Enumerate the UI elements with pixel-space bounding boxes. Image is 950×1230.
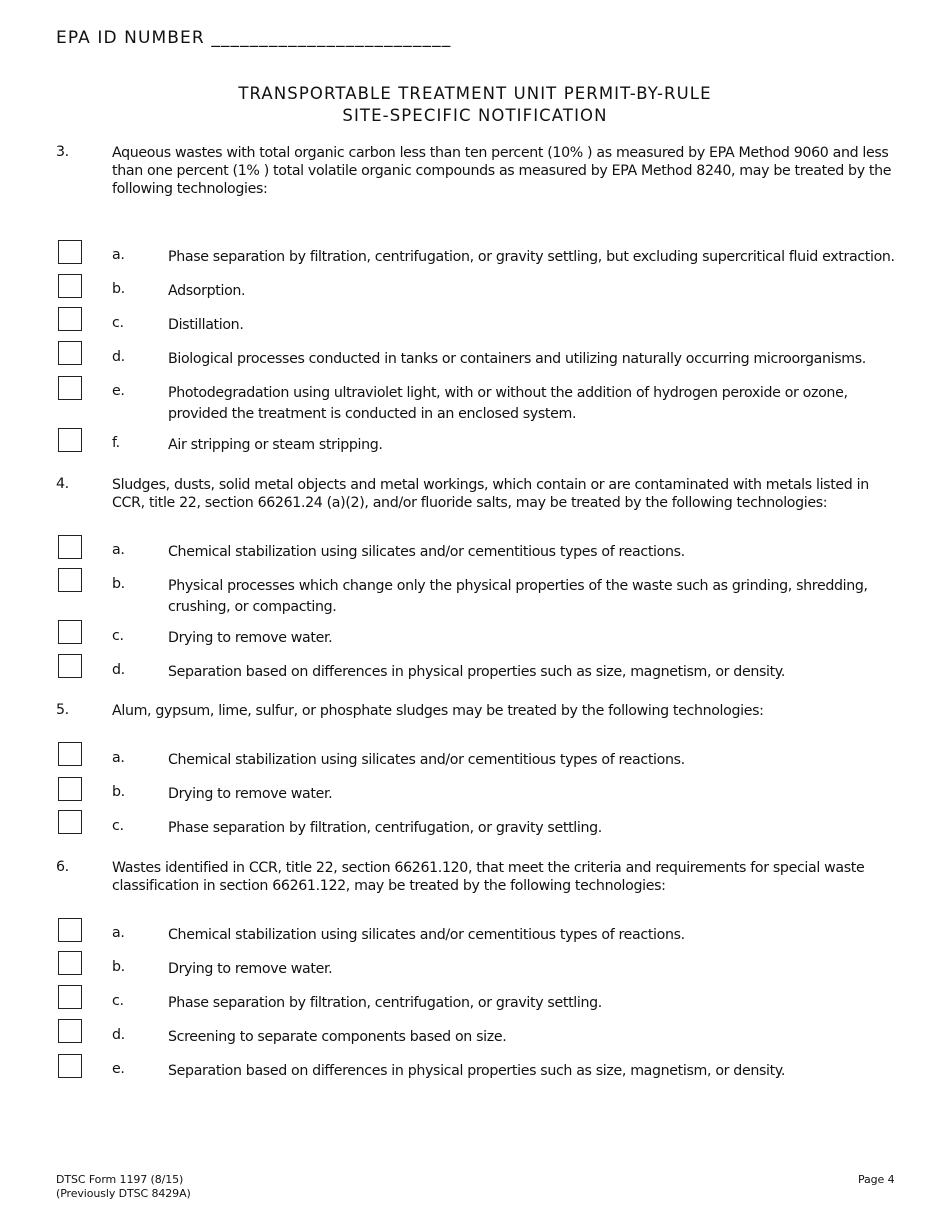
item-letter: b. (112, 959, 125, 975)
checkbox[interactable] (58, 240, 82, 264)
item-text: Phase separation by filtration, centrifugation, or gravity settling. (168, 995, 602, 1011)
checkbox[interactable] (58, 742, 82, 766)
item-letter: f. (112, 435, 120, 451)
item-text: Phase separation by filtration, centrifugation, or gravity settling, but excluding supercritical fluid extraction. (168, 249, 895, 265)
item-letter: a. (112, 247, 125, 263)
checkbox[interactable] (58, 654, 82, 678)
checkbox[interactable] (58, 428, 82, 452)
checkbox[interactable] (58, 951, 82, 975)
item-text: Photodegradation using ultraviolet light, with or without the addition of hydrogen peroxide or ozone, provided the treatment is conducted in an enclosed system. (168, 385, 848, 422)
item-letter: d. (112, 1027, 125, 1043)
item-letter: a. (112, 750, 125, 766)
epa-id-label: EPA ID NUMBER (56, 28, 205, 48)
item-letter: c. (112, 628, 124, 644)
checkbox[interactable] (58, 810, 82, 834)
checkbox[interactable] (58, 1054, 82, 1078)
footer-previous-form: (Previously DTSC 8429A) (56, 1187, 191, 1200)
checkbox[interactable] (58, 985, 82, 1009)
section-text: Sludges, dusts, solid metal objects and metal workings, which contain or are contaminated with metals listed in CCR, title 22, section 66261.24 (a)(2), and/or fluoride salts, may be treated by the following technologies: (112, 477, 869, 511)
item-letter: c. (112, 818, 124, 834)
item-text: Phase separation by filtration, centrifugation, or gravity settling. (168, 820, 602, 836)
page-title-line-1: TRANSPORTABLE TREATMENT UNIT PERMIT-BY-RULE (238, 84, 712, 103)
item-text: Drying to remove water. (168, 961, 333, 977)
checkbox[interactable] (58, 777, 82, 801)
item-letter: b. (112, 784, 125, 800)
item-letter: e. (112, 383, 125, 399)
item-text: Chemical stabilization using silicates and/or cementitious types of reactions. (168, 544, 685, 560)
item-letter: d. (112, 349, 125, 365)
item-text: Chemical stabilization using silicates and/or cementitious types of reactions. (168, 927, 685, 943)
checkbox[interactable] (58, 918, 82, 942)
item-letter: d. (112, 662, 125, 678)
epa-id-number (56, 28, 451, 48)
item-letter: b. (112, 576, 125, 592)
section-number: 3. (56, 144, 69, 160)
item-text: Biological processes conducted in tanks or containers and utilizing naturally occurring microorganisms. (168, 351, 866, 367)
item-text: Drying to remove water. (168, 786, 333, 802)
item-text: Separation based on differences in physical properties such as size, magnetism, or density. (168, 1063, 785, 1079)
footer-form-id: DTSC Form 1197 (8/15) (56, 1173, 184, 1186)
item-letter: c. (112, 993, 124, 1009)
page-title-line-2: SITE-SPECIFIC NOTIFICATION (342, 106, 608, 125)
section-text: Wastes identified in CCR, title 22, section 66261.120, that meet the criteria and requirements for special waste classification in section 66261.122, may be treated by the following technologies: (112, 860, 865, 894)
section-text: Alum, gypsum, lime, sulfur, or phosphate sludges may be treated by the following technologies: (112, 703, 764, 719)
item-text: Air stripping or steam stripping. (168, 437, 383, 453)
section-number: 6. (56, 859, 69, 875)
checkbox[interactable] (58, 341, 82, 365)
section-number: 5. (56, 702, 69, 718)
item-letter: a. (112, 542, 125, 558)
item-text: Screening to separate components based on size. (168, 1029, 507, 1045)
section-number: 4. (56, 476, 69, 492)
item-text: Adsorption. (168, 283, 246, 299)
checkbox[interactable] (58, 274, 82, 298)
item-text: Drying to remove water. (168, 630, 333, 646)
item-text: Chemical stabilization using silicates and/or cementitious types of reactions. (168, 752, 685, 768)
item-letter: b. (112, 281, 125, 297)
checkbox[interactable] (58, 620, 82, 644)
item-text: Distillation. (168, 317, 244, 333)
item-letter: e. (112, 1061, 125, 1077)
checkbox[interactable] (58, 535, 82, 559)
footer-page-number: Page 4 (858, 1173, 895, 1186)
epa-id-blank[interactable]: _________________________ (211, 28, 452, 48)
checkbox[interactable] (58, 376, 82, 400)
item-letter: a. (112, 925, 125, 941)
footer-form-info (56, 1173, 191, 1201)
item-text: Physical processes which change only the physical properties of the waste such as grinding, shredding, crushing, or compacting. (168, 578, 868, 615)
item-letter: c. (112, 315, 124, 331)
item-text: Separation based on differences in physical properties such as size, magnetism, or density. (168, 664, 785, 680)
checkbox[interactable] (58, 307, 82, 331)
checkbox[interactable] (58, 1019, 82, 1043)
checkbox[interactable] (58, 568, 82, 592)
section-text: Aqueous wastes with total organic carbon less than ten percent (10% ) as measured by EPA Method 9060 and less than one percent (1% ) total volatile organic compounds as measured by EPA Method 8240, may be treated by the following technologies: (112, 145, 892, 197)
